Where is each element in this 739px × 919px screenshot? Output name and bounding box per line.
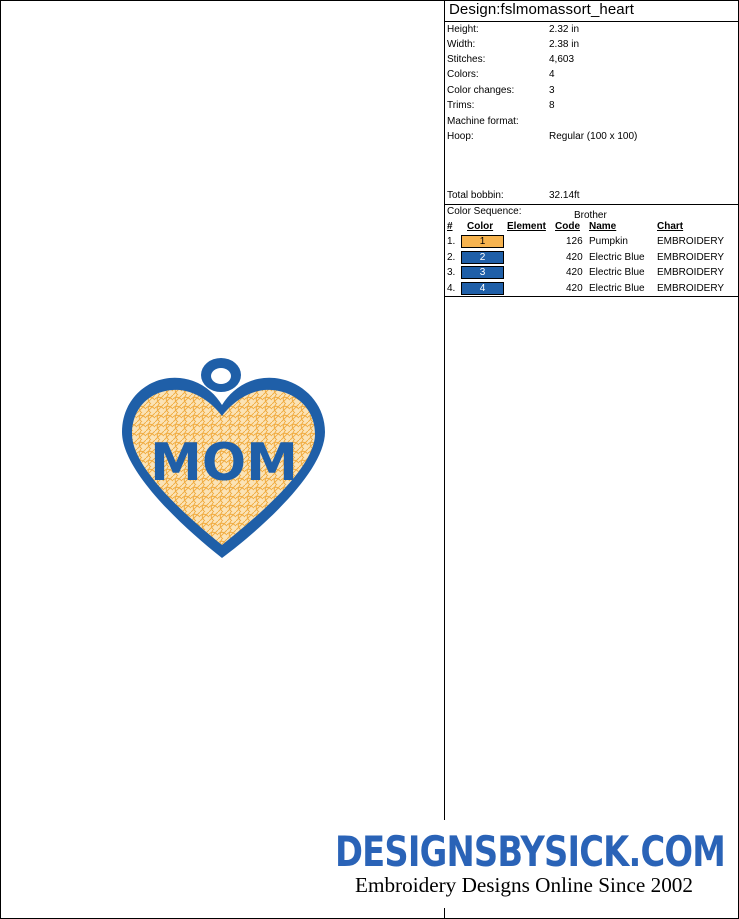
brand-logo-graphic xyxy=(330,826,730,898)
col-header-element: Element xyxy=(507,221,546,232)
row-name: Electric Blue xyxy=(589,252,645,263)
col-header-name: Name xyxy=(589,221,617,232)
total-bobbin-label: Total bobbin: xyxy=(447,190,504,201)
column-divider-tick xyxy=(444,908,445,918)
col-header-chart: Chart xyxy=(657,221,684,232)
hanging-loop-hole xyxy=(211,368,231,384)
brand-tagline: Embroidery Designs Online Since 2002 xyxy=(355,873,693,897)
total-bobbin-value: 32.14ft xyxy=(549,190,580,201)
row-code: 420 xyxy=(566,283,583,294)
prop-width-label: Width: xyxy=(447,39,476,50)
col-header-color: Color xyxy=(467,221,494,232)
color-swatch: 3 xyxy=(461,266,504,279)
prop-colors-value: 4 xyxy=(549,69,555,80)
row-chart: EMBROIDERY xyxy=(657,267,725,278)
col-header-code: Code xyxy=(555,221,580,232)
row-name: Electric Blue xyxy=(589,267,645,278)
row-num: 2. xyxy=(447,252,456,263)
embroidery-preview xyxy=(110,350,335,565)
row-chart: EMBROIDERY xyxy=(657,283,725,294)
prop-color-changes-label: Color changes: xyxy=(447,85,515,96)
row-num: 1. xyxy=(447,236,456,247)
color-sequence-label: Color Sequence: xyxy=(447,206,522,217)
row-code: 420 xyxy=(566,267,583,278)
color-table-divider xyxy=(445,296,738,297)
prop-width-value: 2.38 in xyxy=(549,39,580,50)
row-chart: EMBROIDERY xyxy=(657,236,725,247)
prop-stitches-label: Stitches: xyxy=(447,54,486,65)
row-name: Pumpkin xyxy=(589,236,628,247)
prop-trims-label: Trims: xyxy=(447,100,475,111)
row-code: 126 xyxy=(566,236,583,247)
properties-divider xyxy=(445,204,738,205)
design-title: Design:fslmomassort_heart xyxy=(449,1,635,18)
column-divider xyxy=(444,0,445,820)
prop-trims-value: 8 xyxy=(549,100,555,111)
brand-logo xyxy=(330,826,730,898)
prop-colors-label: Colors: xyxy=(447,69,479,80)
brand-name: DESIGNSBYSICK.COM xyxy=(335,827,725,876)
prop-stitches-value: 4,603 xyxy=(549,54,575,65)
row-num: 3. xyxy=(447,267,456,278)
row-name: Electric Blue xyxy=(589,283,645,294)
prop-hoop-label: Hoop: xyxy=(447,131,474,142)
heart-design xyxy=(110,350,335,565)
prop-hoop-value: Regular (100 x 100) xyxy=(549,131,638,142)
color-swatch: 1 xyxy=(461,235,504,248)
row-num: 4. xyxy=(447,283,456,294)
prop-height-label: Height: xyxy=(447,24,479,35)
color-swatch: 4 xyxy=(461,282,504,295)
prop-color-changes-value: 3 xyxy=(549,85,555,96)
heart-text: MOM xyxy=(150,433,298,493)
color-swatch: 2 xyxy=(461,251,504,264)
row-chart: EMBROIDERY xyxy=(657,252,725,263)
title-divider xyxy=(445,21,738,22)
brand-label: Brother xyxy=(574,210,607,221)
row-code: 420 xyxy=(566,252,583,263)
prop-machine-format-label: Machine format: xyxy=(447,116,519,127)
col-header-num: # xyxy=(447,221,453,232)
prop-height-value: 2.32 in xyxy=(549,24,580,35)
